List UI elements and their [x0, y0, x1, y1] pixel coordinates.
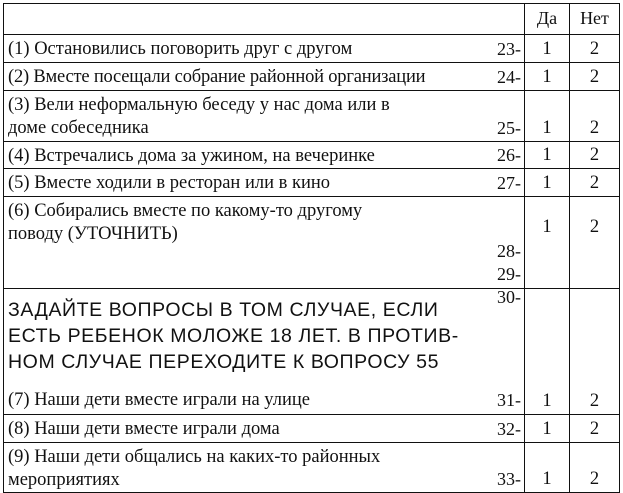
answer-yes-8[interactable]: 1	[525, 415, 570, 443]
survey-table	[3, 3, 620, 493]
answer-yes-9[interactable]: 1	[525, 443, 570, 493]
question-row-2	[4, 63, 620, 91]
header-empty-cell	[4, 4, 525, 35]
instruction-line-2: ЕСТЬ РЕБЕНОК МОЛОЖЕ 18 ЛЕТ. В ПРОТИВ-	[8, 325, 459, 347]
question-code-8: 32-	[497, 419, 521, 439]
answer-yes-5[interactable]: 1	[525, 169, 570, 197]
answer-yes-7[interactable]: 1	[525, 289, 570, 415]
question-row-9	[4, 443, 620, 493]
question-cell-7	[4, 375, 524, 414]
question-row-5	[4, 169, 620, 197]
instruction-cell	[4, 289, 525, 415]
question-text-4: (4) Встречались дома за ужином, на вечеринке	[8, 146, 375, 166]
answer-yes-6[interactable]: 1	[525, 197, 570, 289]
answer-no-7[interactable]: 2	[570, 289, 620, 415]
answer-yes-4[interactable]: 1	[525, 142, 570, 169]
question-cell-4	[4, 142, 525, 169]
question-code-9: 33-	[497, 469, 521, 489]
question-cell-5	[4, 169, 525, 197]
question-code-3: 25-	[497, 118, 521, 138]
question-row-7	[4, 289, 620, 415]
question-code-2: 24-	[497, 67, 521, 87]
question-text-7: (7) Наши дети вместе играли на улице	[8, 390, 310, 410]
answer-no-4[interactable]: 2	[570, 142, 620, 169]
question-row-1	[4, 35, 620, 63]
question-cell-1	[4, 35, 525, 63]
answer-yes-3[interactable]: 1	[525, 91, 570, 142]
question-text-5: (5) Вместе ходили в ресторан или в кино	[8, 173, 331, 193]
question-cell-3	[4, 91, 525, 142]
question-code-6c: 30-	[497, 287, 521, 307]
question-cell-6	[4, 197, 525, 307]
answer-no-1[interactable]: 2	[570, 35, 620, 63]
header-yes: Да	[525, 4, 570, 35]
question-text-3: (3) Вели неформальную беседу у нас дома или в доме собеседника	[8, 95, 390, 138]
question-row-8	[4, 415, 620, 443]
question-row-3	[4, 91, 620, 142]
question-cell-2	[4, 63, 525, 91]
skip-instruction	[4, 289, 524, 375]
question-text-2: (2) Вместе посещали собрание районной организации	[8, 67, 426, 87]
question-code-6b: 29-	[497, 264, 521, 284]
answer-no-8[interactable]: 2	[570, 415, 620, 443]
answer-no-3[interactable]: 2	[570, 91, 620, 142]
question-text-8: (8) Наши дети вместе играли дома	[8, 419, 280, 439]
question-code-4: 26-	[497, 145, 521, 165]
question-cell-9	[4, 443, 525, 493]
question-code-7: 31-	[497, 390, 521, 410]
question-code-1: 23-	[497, 39, 521, 59]
answer-no-5[interactable]: 2	[570, 169, 620, 197]
question-text-6: (6) Собирались вместе по какому-то другому поводу (УТОЧНИТЬ)	[8, 201, 363, 244]
question-text-1: (1) Остановились поговорить друг с другом	[8, 39, 353, 59]
header-row	[4, 4, 620, 35]
question-row-4	[4, 142, 620, 169]
instruction-line-3: НОМ СЛУЧАЕ ПЕРЕХОДИТЕ К ВОПРОСУ 55	[8, 351, 440, 373]
answer-yes-1[interactable]: 1	[525, 35, 570, 63]
question-text-9: (9) Наши дети общались на каких-то районных мероприятиях	[8, 447, 381, 490]
answer-no-9[interactable]: 2	[570, 443, 620, 493]
question-code-6a: 28-	[497, 241, 521, 261]
question-cell-8	[4, 415, 525, 443]
question-row-6	[4, 197, 620, 289]
answer-no-6[interactable]: 2	[570, 197, 620, 289]
header-no: Нет	[570, 4, 620, 35]
answer-yes-2[interactable]: 1	[525, 63, 570, 91]
question-code-5: 27-	[497, 173, 521, 193]
instruction-line-1: ЗАДАЙТЕ ВОПРОСЫ В ТОМ СЛУЧАЕ, ЕСЛИ	[8, 299, 439, 321]
answer-no-2[interactable]: 2	[570, 63, 620, 91]
